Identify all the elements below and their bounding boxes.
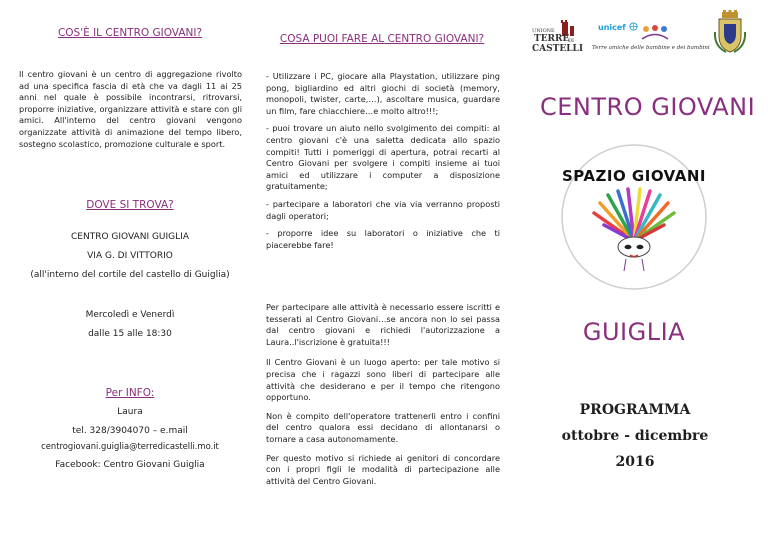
- town-name: GUIGLIA: [582, 318, 686, 346]
- activity-item-4: - proporre idee su laboratori o iniziative che ti piacerebbe fare!: [266, 228, 500, 250]
- globe-icon: [629, 22, 638, 31]
- main-title: CENTRO GIOVANI: [540, 93, 756, 121]
- rule-3: Non è compito dell'operatore trattenerli entro i confini del centro qualora essi decidano di allontanarsi o tornare a casa autonomamente.: [266, 410, 500, 444]
- coat-of-arms-icon: [712, 10, 748, 56]
- where-heading: DOVE SI TROVA?: [86, 199, 174, 211]
- activity-item-2: - puoi trovare un aiuto nello svolgimento dei compiti: al centro giovani c'è una saletta dedicata allo spazio compiti! Tutti i pomeriggi di apertura, potrai recarti al Centro Giovani per svolgere i compiti insieme ai tuoi amici ed utilizzare i computer a disposizione gratuitamente;: [266, 123, 500, 192]
- spazio-giovani-text: SPAZIO GIOVANI: [561, 167, 707, 185]
- what-is-heading: COS'È IL CENTRO GIOVANI?: [57, 27, 203, 39]
- place-note: (all'interno del cortile del castello di Guiglia): [30, 270, 230, 280]
- rule-4: Per questo motivo si richiede ai genitori di concordare con i propri figli le modalità di partecipazione alle attività del Centro Giovani.: [266, 452, 500, 486]
- what-is-paragraph: Il centro giovani è un centro di aggregazione rivolto ad una specifica fascia di età che va dagli 11 ai 25 anni nel quale è possibile incontrarsi, ritrovarsi, proporre iniziative, organizzare attività e stare con gli amici. All'interno del centro giovani vengono organizzate attività di animazione del tempo libero, sostegno scolastico, promozione culturale e sport.: [19, 69, 242, 149]
- activity-item-3: - partecipare a laboratori che via via verranno proposti dagli operatori;: [266, 198, 500, 221]
- rules-block: [266, 302, 500, 493]
- rule-1: Per partecipare alle attività è necessario essere iscritti e tesserati al Centro Giovani…se ancora non lo sei passa dal centro giovani e richiedi l'autorizzazione a Laura..l'iscrizione è gratuita!!!: [266, 302, 500, 347]
- spazio-giovani-emblem: [560, 143, 708, 291]
- facebook-page[interactable]: Facebook: Centro Giovani Guiglia: [55, 460, 205, 470]
- union-top-label: TERRE: [534, 34, 570, 44]
- info-heading: Per INFO:: [105, 387, 155, 399]
- program-heading: PROGRAMMA: [579, 402, 691, 418]
- spazio-giovani-logo: [560, 143, 708, 291]
- unicef-label: unicef: [598, 23, 626, 32]
- union-small-label: UNIONE: [532, 28, 555, 34]
- union-bottom-label: CASTELLI: [532, 44, 584, 54]
- unicef-logo: [598, 22, 638, 32]
- terre-di-castelli-logo: [532, 18, 584, 62]
- activity-item-1: - Utilizzare i PC, giocare alla Playstation, utilizzare ping pong, bigliardino ed altri giochi di società (memory, monopoli, twister, carte,…), ascoltare musica, guardare un film, fare chiacchiere…e molto altro!!!;: [266, 71, 500, 116]
- contact-name: Laura: [117, 407, 143, 417]
- street: VIA G. DI VITTORIO: [87, 251, 173, 261]
- activities-list: [266, 71, 500, 257]
- rule-2: Il Centro Giovani è un luogo aperto: per tale motivo si precisa che i ragazzi sono liberi di partecipare alle attività che desiderano e per il tempo che ritengono opportuno.: [266, 357, 500, 403]
- activities-heading: COSA PUOI FARE AL CENTRO GIOVANI?: [279, 33, 485, 45]
- unicef-tagline: Terre amiche delle bambine e dei bambini: [592, 45, 710, 51]
- program-period: ottobre - dicembre: [561, 428, 709, 444]
- opening-days: Mercoledì e Venerdì: [85, 310, 175, 320]
- opening-hours: dalle 15 alle 18:30: [88, 329, 172, 339]
- union-di-label: DI: [568, 38, 574, 44]
- phone-email: tel. 328/3904070 – e.mail: [72, 426, 188, 436]
- place-name: CENTRO GIOVANI GUIGLIA: [71, 232, 189, 242]
- program-year: 2016: [615, 454, 655, 470]
- email-link[interactable]: centrogiovani.guiglia@terredicastelli.mo.it: [41, 441, 219, 451]
- children-drawing-icon: [640, 22, 670, 42]
